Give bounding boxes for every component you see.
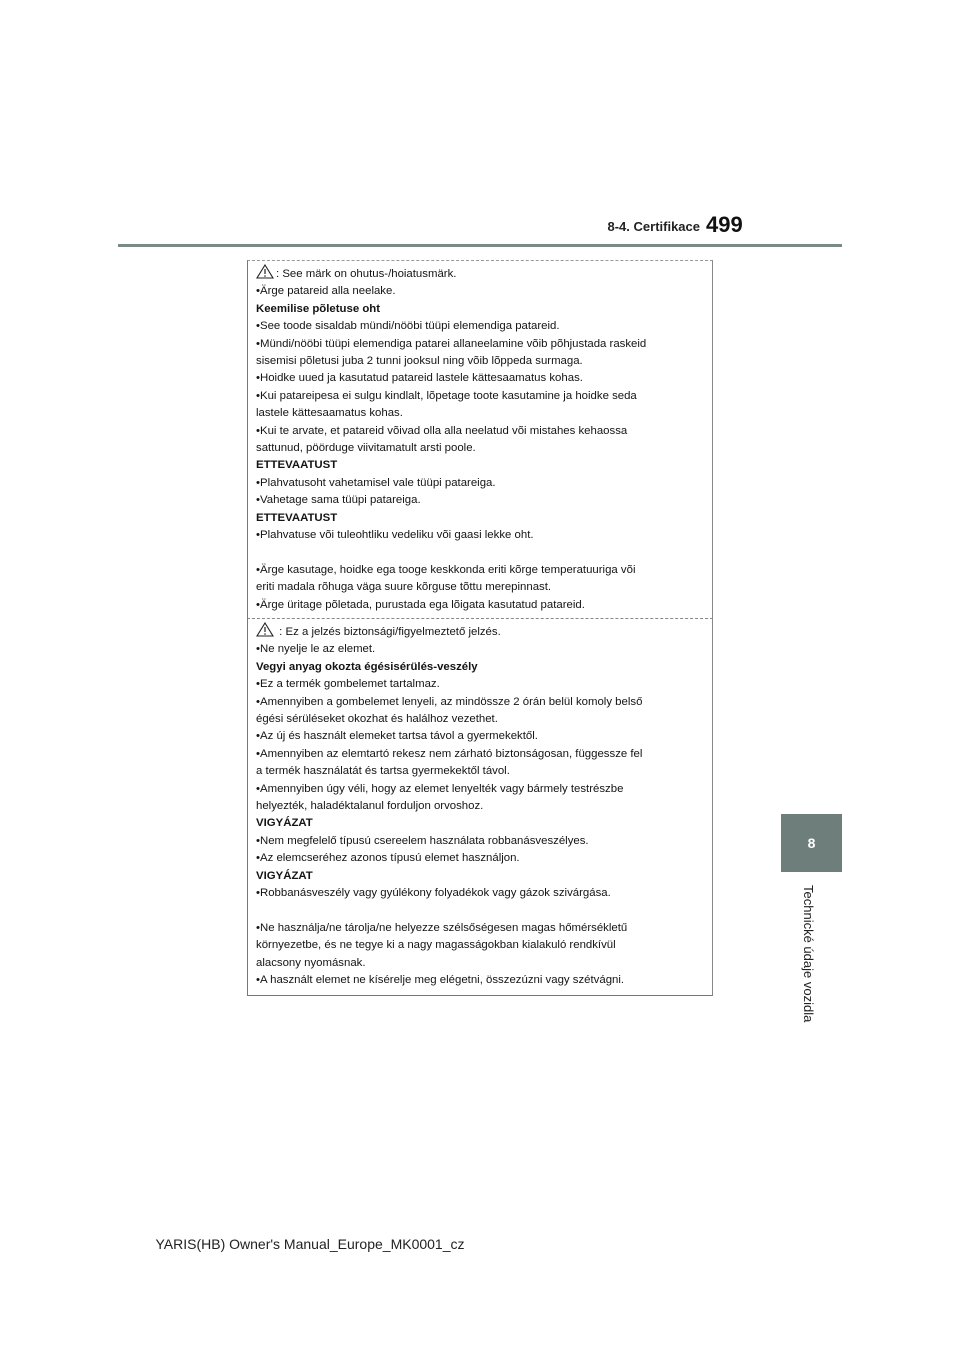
label-line	[256, 527, 706, 544]
label-line-text: •Kui patareipesa ei sulgu kindlalt, lõpetage toote kasutamine ja hoidke seda	[256, 389, 637, 402]
label-line	[256, 597, 706, 614]
label-line-text: ETTEVAATUST	[256, 459, 338, 472]
label-line-text: VIGYÁZAT	[256, 869, 313, 882]
label-line	[256, 885, 706, 902]
label-line-text: •Ne használja/ne tárolja/ne helyezze szélsőségesen magas hőmérsékletű	[256, 921, 628, 934]
label-line	[256, 937, 706, 954]
label-line-text: •Ärge üritage põletada, purustada ega lõigata kasutatud patareid.	[256, 598, 585, 611]
label-line-text: VIGYÁZAT	[256, 817, 313, 830]
label-line	[256, 283, 706, 300]
label-line-text: környezetbe, és ne tegye ki a nagy magasságokban kialakuló rendkívül	[256, 939, 616, 952]
label-line-text: •A használt elemet ne kísérelje meg elégetni, összezúzni vagy szétvágni.	[256, 974, 625, 987]
label-line-text: ETTEVAATUST	[256, 511, 338, 524]
header-rule	[118, 244, 842, 247]
label-line	[256, 850, 706, 867]
label-heading	[256, 457, 706, 474]
warning-triangle-icon	[256, 622, 274, 637]
label-line	[256, 475, 706, 492]
label-hungarian	[247, 618, 713, 996]
label-line-text: égési sérüléseket okozhat és halálhoz vezethet.	[256, 713, 498, 726]
label-line-text: •Ärge kasutage, hoidke ega tooge keskkonda eriti kõrge temperatuuriga või	[256, 563, 636, 576]
label-line	[256, 763, 706, 780]
label-line-text: •Plahvatusoht vahetamisel vale tüüpi patareiga.	[256, 476, 496, 489]
label-line-text: •Amennyiben az elemtartó rekesz nem zárható biztonságosan, függessze fel	[256, 747, 643, 760]
label-line-text: •See toode sisaldab mündi/nööbi tüüpi elemendiga patareid.	[256, 320, 560, 333]
label-line-text: lastele kättesaamatus kohas.	[256, 407, 403, 420]
label-estonian	[247, 260, 713, 618]
label-heading	[256, 659, 706, 676]
label-line	[256, 492, 706, 509]
label-line-text: a termék használatát és tartsa gyermekektől távol.	[256, 765, 510, 778]
label-line-text: Vegyi anyag okozta égésisérülés-veszély	[256, 660, 478, 673]
blank-line	[256, 903, 706, 920]
label-line	[256, 728, 706, 745]
label-line	[256, 318, 706, 335]
label-line-text: •Vahetage sama tüüpi patareiga.	[256, 494, 421, 507]
label-line-text: •Ne nyelje le az elemet.	[256, 643, 376, 656]
label-line	[256, 405, 706, 422]
label-line	[256, 562, 706, 579]
label-line	[256, 955, 706, 972]
label-heading	[256, 868, 706, 885]
label-line-text: •Mündi/nööbi tüüpi elemendiga patarei allaneelamine võib põhjustada raskeid	[256, 337, 647, 350]
label-line-text: sisemisi põletusi juba 2 tunni jooksul ning võib lõppeda surmaga.	[256, 355, 583, 368]
label-line-text: •Kui te arvate, et patareid võivad olla alla neelatud või mistahes kehaossa	[256, 424, 628, 437]
label-line-text: •Az új és használt elemeket tartsa távol a gyermekektől.	[256, 730, 538, 743]
label-line	[256, 694, 706, 711]
label-line	[256, 336, 706, 353]
label-line	[256, 388, 706, 405]
footer-manual-id: YARIS(HB) Owner's Manual_Europe_MK0001_cz	[155, 1236, 465, 1252]
label-line-text: Keemilise põletuse oht	[256, 302, 381, 315]
label-line-text: : Ez a jelzés biztonsági/figyelmeztető jelzés.	[276, 626, 501, 638]
label-line-text: sattunud, pöörduge viivitamatult arsti poole.	[256, 442, 476, 455]
chapter-side-label	[800, 885, 820, 1055]
label-line-text: •Az elemcseréhez azonos típusú elemet használjon.	[256, 852, 520, 865]
label-line	[256, 972, 706, 989]
label-heading	[256, 510, 706, 527]
label-line-text: eriti madala rõhuga väga suure kõrguse tõttu merepinnast.	[256, 581, 552, 594]
label-line-text: •Robbanásveszély vagy gyúlékony folyadékok vagy gázok szivárgása.	[256, 887, 611, 900]
label-line	[256, 423, 706, 440]
label-line	[256, 711, 706, 728]
label-line	[256, 833, 706, 850]
chapter-title: Technické údaje vozidla	[801, 885, 816, 1023]
label-line	[256, 622, 706, 641]
warning-triangle-icon	[256, 264, 274, 279]
label-line	[256, 579, 706, 596]
label-line-text: •Amennyiben úgy véli, hogy az elemet lenyelték vagy bármely testrészbe	[256, 782, 624, 795]
label-heading	[256, 815, 706, 832]
blank-line	[256, 545, 706, 562]
label-line	[256, 440, 706, 457]
label-line	[256, 676, 706, 693]
label-line-text: •Ez a termék gombelemet tartalmaz.	[256, 678, 440, 691]
label-line-text: •Hoidke uued ja kasutatud patareid lastele kättesaamatus kohas.	[256, 372, 583, 385]
label-line	[256, 370, 706, 387]
label-line-text: : See märk on ohutus-/hoiatusmärk.	[276, 268, 457, 280]
section-title: 8-4. Certifikace	[607, 219, 700, 234]
label-heading	[256, 301, 706, 318]
page-number: 499	[706, 212, 743, 237]
label-line	[256, 746, 706, 763]
label-line	[256, 641, 706, 658]
label-line-text: •Amennyiben a gombelemet lenyeli, az mindössze 2 órán belül komoly belső	[256, 695, 643, 708]
label-line	[256, 353, 706, 370]
chapter-tab: 8	[781, 814, 842, 872]
label-line-text: •Nem megfelelő típusú csereelem használata robbanásveszélyes.	[256, 834, 589, 847]
label-line	[256, 920, 706, 937]
label-line	[256, 798, 706, 815]
label-line-text: alacsony nyomásnak.	[256, 956, 366, 969]
label-line	[256, 781, 706, 798]
label-line-text: •Ärge patareid alla neelake.	[256, 285, 396, 298]
label-line	[256, 264, 706, 283]
label-line-text: •Plahvatuse või tuleohtliku vedeliku või gaasi lekke oht.	[256, 529, 534, 542]
label-line-text: helyezték, haladéktalanul forduljon orvoshoz.	[256, 800, 484, 813]
